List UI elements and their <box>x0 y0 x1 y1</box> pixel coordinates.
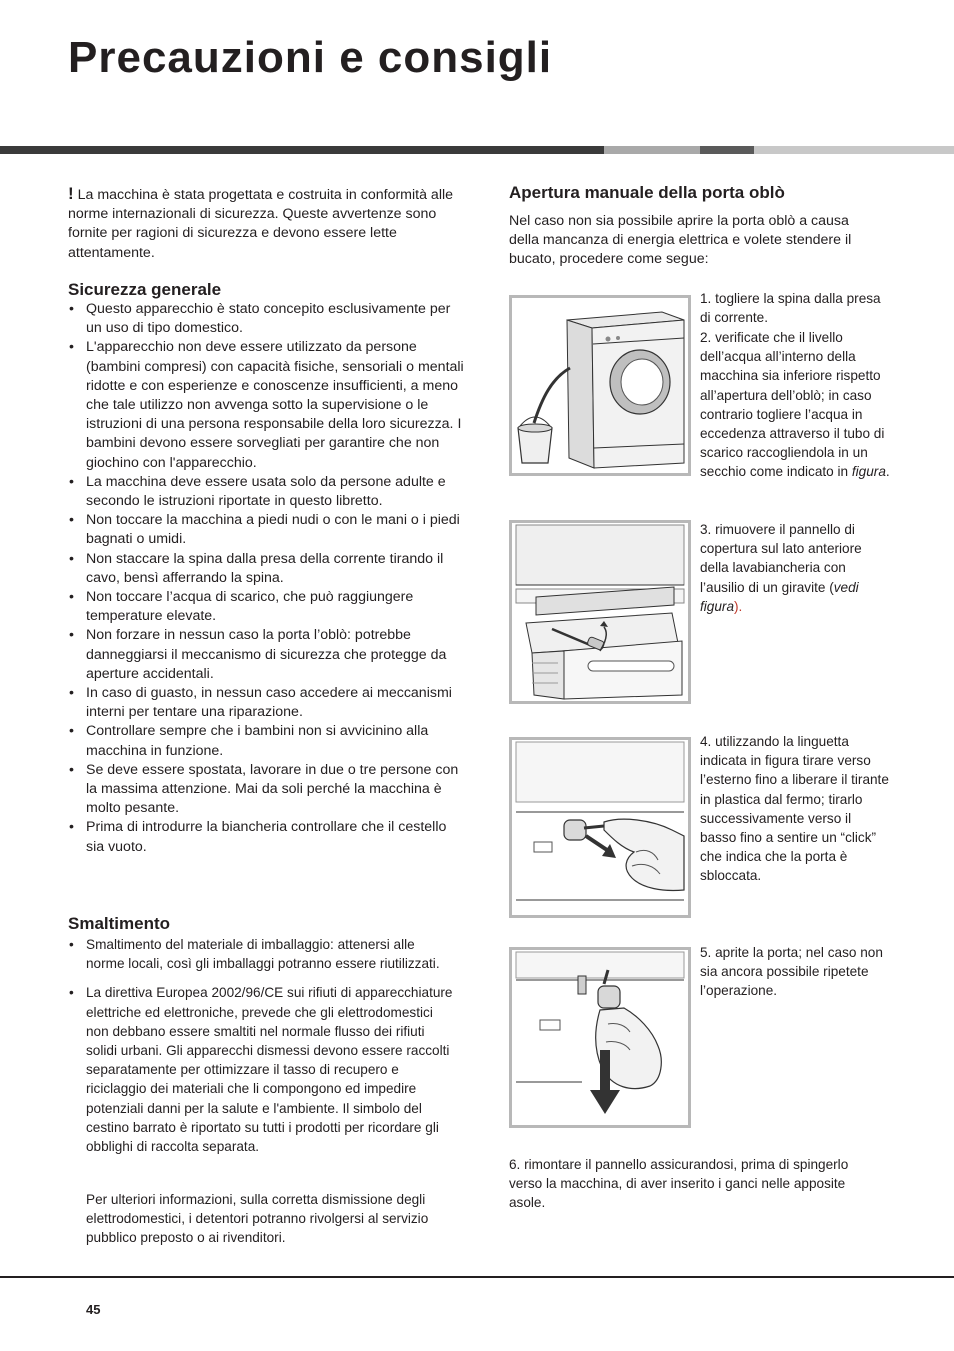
list-item: • Prima di introdurre la biancheria controllare che il cestello sia vuoto. <box>68 818 466 856</box>
list-item: • Se deve essere spostata, lavorare in due o tre persone con la massima attenzione. Mai da soli perché la macchina è molto pesante. <box>68 761 466 819</box>
step-3-text: 3. rimuovere il pannello di copertura sul lato anteriore della lavabiancheria con l’ausilio di un giravite ( <box>700 522 862 595</box>
step-3 <box>700 520 890 616</box>
step-6: 6. rimontare il pannello assicurandosi, prima di spingerlo verso la macchina, di aver inserito i ganci nelle apposite asole. <box>509 1157 849 1211</box>
header-rule-mid <box>700 146 754 154</box>
panel-screwdriver-illustration <box>512 523 688 701</box>
step-5: 5. aprite la porta; nel caso non sia ancora possibile ripetete l’operazione. <box>700 945 883 999</box>
intro-text: La macchina è stata progettata e costruita in conformità alle norme internazionali di sicurezza. Queste avvertenze sono fornite per ragioni di sicurezza e devono essere lette attentamente. <box>68 187 454 261</box>
footer-rule <box>0 1276 954 1278</box>
apertura-intro: Nel caso non sia possibile aprire la porta oblò a causa della mancanza di energia elettrica e volete stendere il bucato, procedere come segue: <box>509 213 852 268</box>
header-rule-dark <box>0 146 604 154</box>
figure-pull-tab <box>509 737 691 918</box>
section-heading-sicurezza: Sicurezza generale <box>68 280 222 299</box>
header-rule-light <box>604 146 700 154</box>
list-item: • In caso di guasto, in nessun caso accedere ai meccanismi interni per tentare una riparazione. <box>68 684 466 722</box>
list-item: • L'apparecchio non deve essere utilizzato da persone (bambini compresi) con capacità fisiche, sensoriali o mentali ridotte e con esperienze e conoscenze insufficienti, a meno che tale utilizzo non avvenga sotto la supervisione o le istruzioni di una persona responsabile della loro sicurezza. I bambini devono essere sorvegliati per garantire che non giochino con l'apparecchio. <box>68 338 466 472</box>
step-3-figure-ref: vedi figura <box>700 579 859 614</box>
list-item: • Questo apparecchio è stato concepito esclusivamente per un uso di tipo domestico. <box>68 300 466 338</box>
smaltimento-extra: Per ulteriori informazioni, sulla corretta dismissione degli elettrodomestici, i detentori potranno rivolgersi al servizio pubblico preposto o ai rivenditori. <box>86 1192 429 1246</box>
list-item: • Non staccare la spina dalla presa della corrente tirando il cavo, bensì afferrando la spina. <box>68 550 466 588</box>
step-3-end: ). <box>734 598 743 614</box>
step-2-text: 2. verificate che il livello dell’acqua all’interno della macchina sia inferiore rispetto all’apertura dell’oblò; in caso contrario togliere l’acqua in eccedenza attraverso il tubo di scarico raccogliendola in un secchio come indicato in <box>700 330 885 480</box>
warning-mark: ! <box>68 184 74 203</box>
page-number: 45 <box>86 1302 101 1317</box>
figure-remove-panel <box>509 520 691 704</box>
step-2 <box>700 328 890 482</box>
list-item: • La direttiva Europea 2002/96/CE sui rifiuti di apparecchiature elettriche ed elettroniche, prevede che gli elettrodomestici non debbano essere smaltiti nel normale flusso dei rifiuti solidi urbani. Gli apparecchi dismessi devono essere raccolti separatamente per ottimizzare il tasso di recupero e riciclaggio dei materiali che li compongono ed impedire potenziali danni per la salute e l'ambiente. Il simbolo del cestino barrato è riportato su tutti i prodotti per ricordare gli obblighi di raccolta separata. <box>68 983 453 1156</box>
list-item: • Smaltimento del materiale di imballaggio: attenersi alle norme locali, così gli imballaggi potranno essere riutilizzati. <box>68 935 453 973</box>
section-heading-apertura: Apertura manuale della porta oblò <box>509 183 785 202</box>
page-title: Precauzioni e consigli <box>68 33 553 82</box>
list-item: • Controllare sempre che i bambini non si avvicinino alla macchina in funzione. <box>68 722 466 760</box>
step-2-figure-ref: figura <box>851 464 886 480</box>
intro-paragraph <box>68 184 463 263</box>
pull-down-illustration <box>512 950 688 1125</box>
smaltimento-list <box>68 935 453 1156</box>
figure-drain-water <box>509 295 691 476</box>
step-1: 1. togliere la spina dalla presa di corrente. <box>700 291 881 326</box>
sicurezza-list <box>68 300 466 857</box>
list-item: • Non toccare la macchina a piedi nudi o con le mani o i piedi bagnati o umidi. <box>68 511 466 549</box>
washing-machine-illustration <box>512 298 688 473</box>
header-rule-pale <box>754 146 954 154</box>
figure-pull-down <box>509 947 691 1128</box>
step-4: 4. utilizzando la linguetta indicata in figura tirare verso l’esterno fino a liberare il tirante in plastica dal fermo; tirarlo successivamente verso il basso fino a sentire un “click” che indica che la porta è sbloccata. <box>700 734 889 884</box>
step-2-end: . <box>885 464 890 480</box>
list-item: • Non forzare in nessun caso la porta l’oblò: potrebbe danneggiarsi il meccanismo di sicurezza che protegge da aperture accidentali. <box>68 626 466 684</box>
pull-tab-illustration <box>512 740 688 915</box>
list-item: • La macchina deve essere usata solo da persone adulte e secondo le istruzioni riportate in questo libretto. <box>68 473 466 511</box>
list-item: • Non toccare l’acqua di scarico, che può raggiungere temperature elevate. <box>68 588 466 626</box>
section-heading-smaltimento: Smaltimento <box>68 914 171 933</box>
